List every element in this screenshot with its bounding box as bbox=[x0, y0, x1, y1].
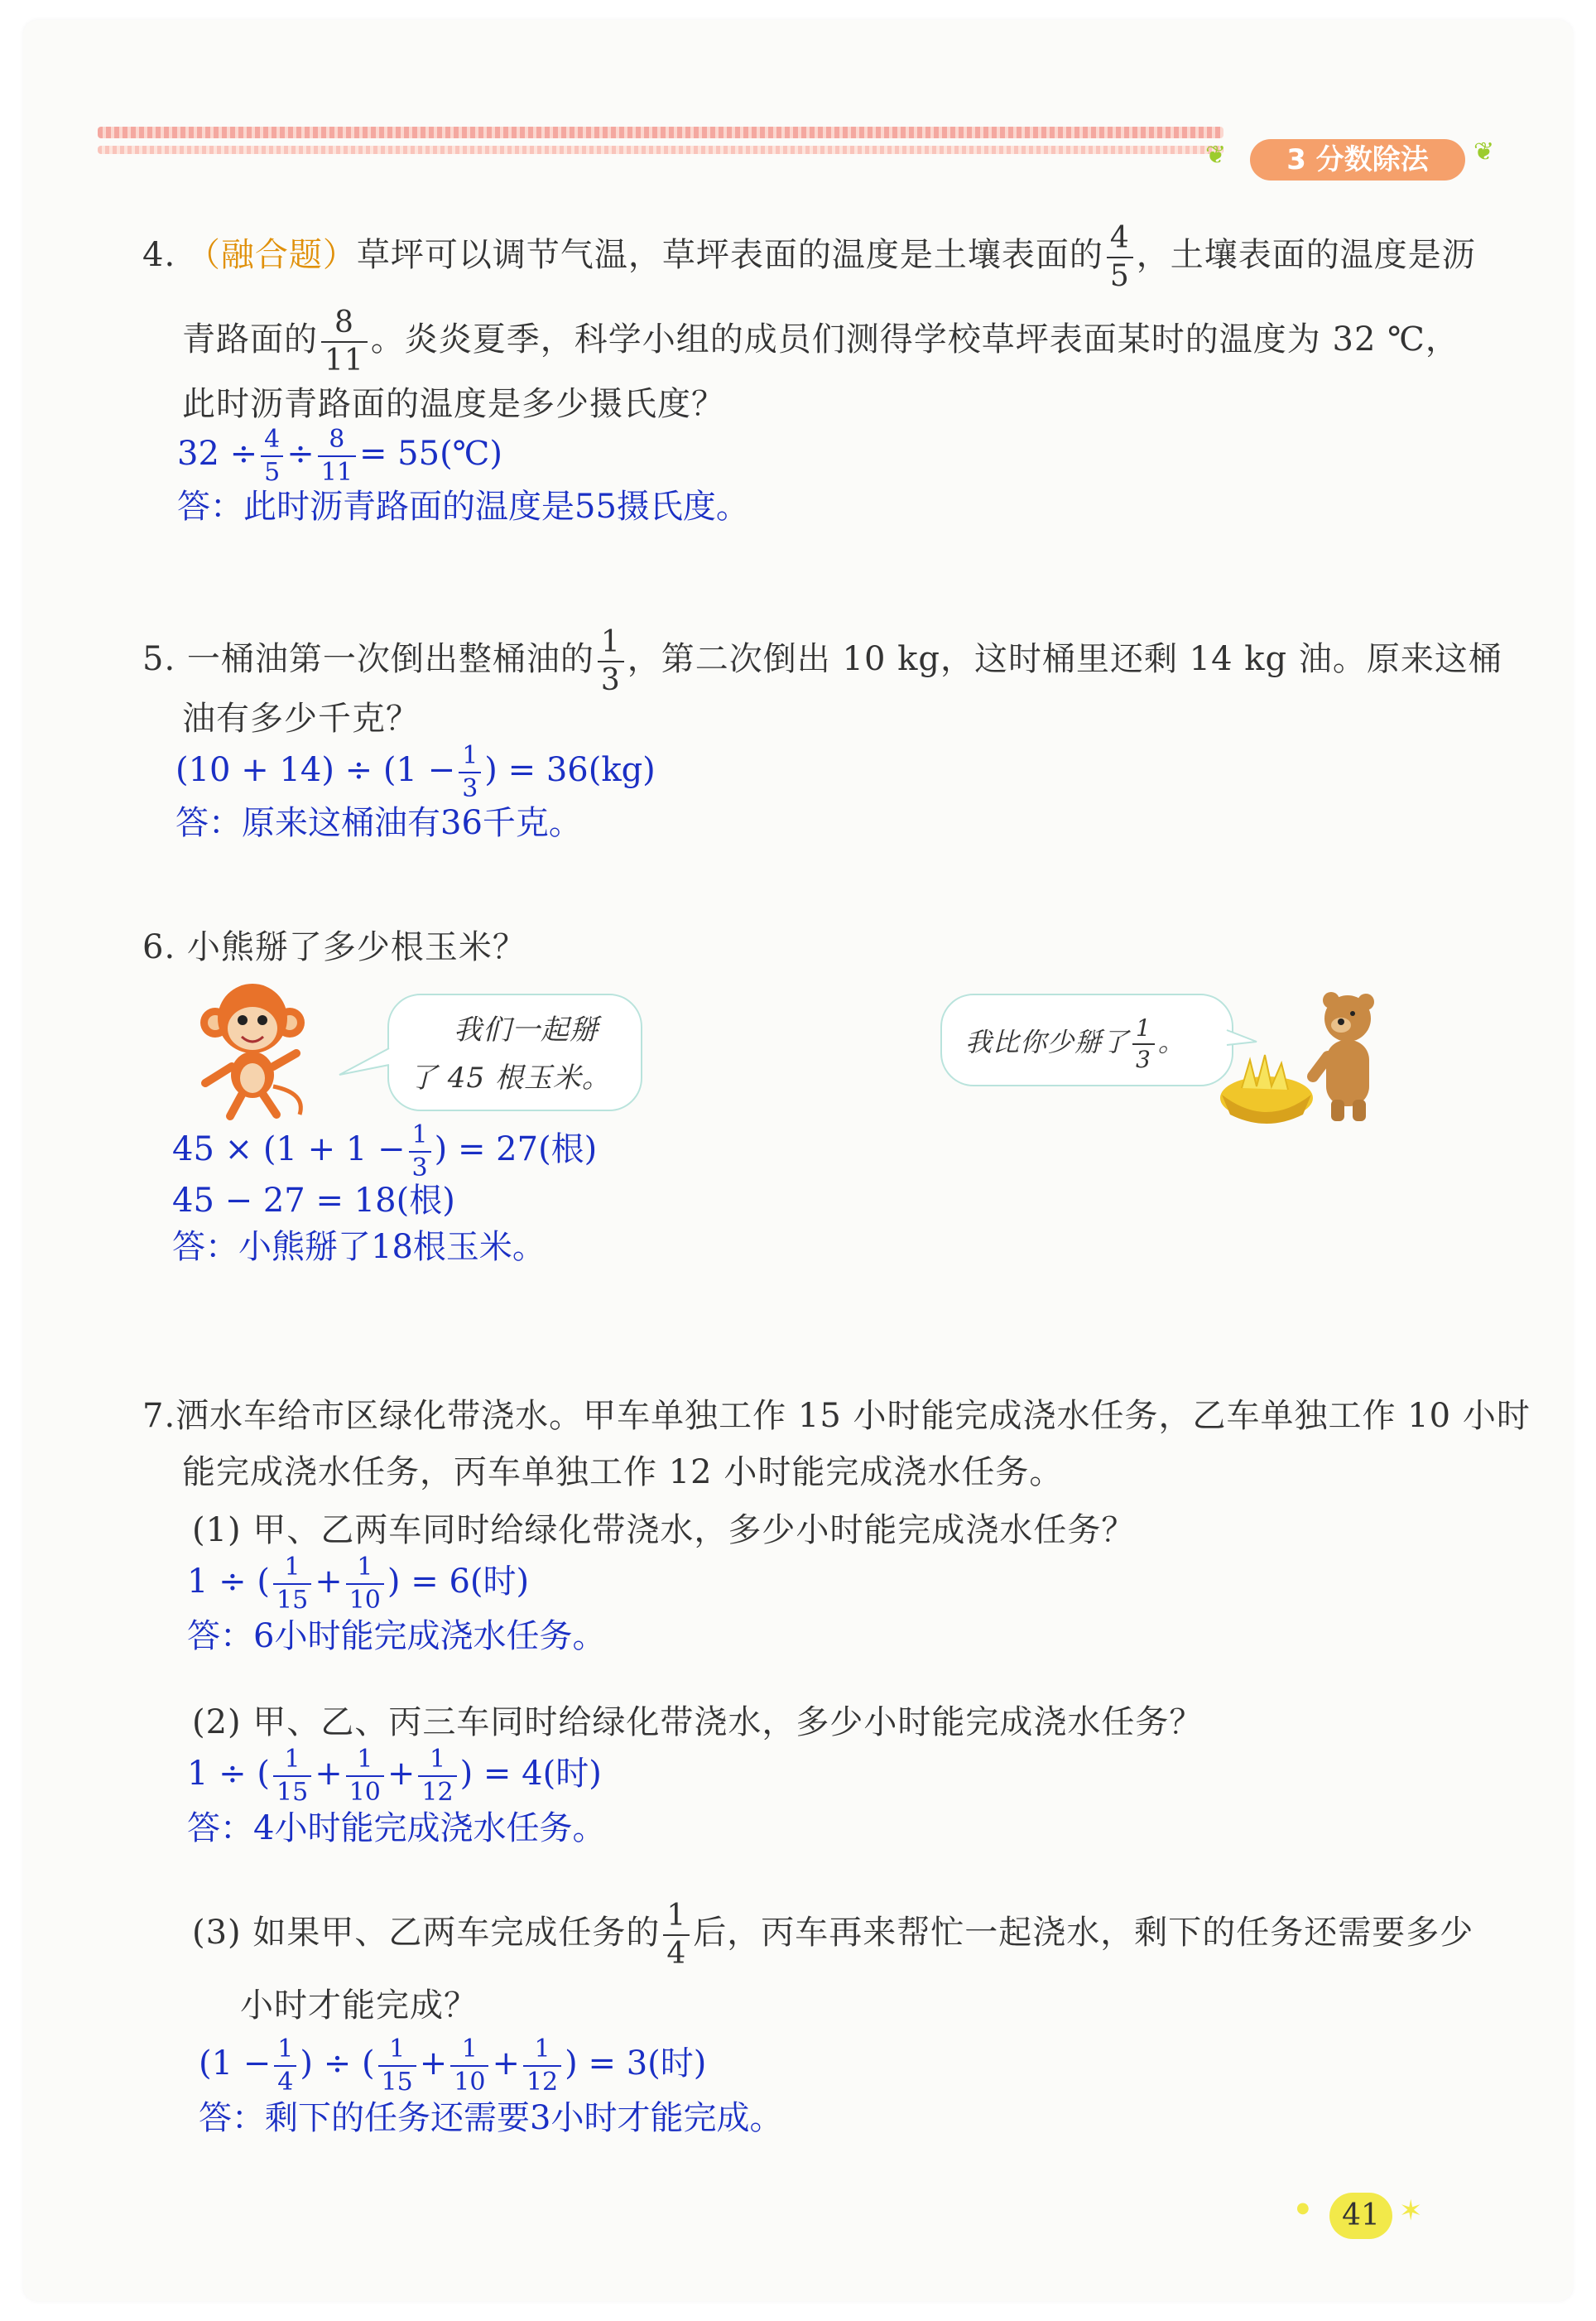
dot-icon: ● bbox=[1296, 2199, 1310, 2217]
q7-line1 bbox=[142, 1389, 1531, 1437]
header-decor-band bbox=[98, 127, 1223, 138]
q7-number: 7. bbox=[142, 1397, 176, 1435]
q4-text-1a: 草坪可以调节气温，草坪表面的温度是土壤表面的 bbox=[356, 236, 1103, 274]
q7-text-1: 洒水车给市区绿化带浇水。甲车单独工作 15 小时能完成浇水任务，乙车单独工作 10 小时 bbox=[175, 1397, 1531, 1435]
q7-sub2-question: (2) 甲、乙、丙三车同时给绿化带浇水，多少小时能完成浇水任务？ bbox=[192, 1703, 1204, 1741]
bear-bubble-text: 我比你少掰了 $\frac{1}{3}$ 。 bbox=[965, 1014, 1185, 1073]
chapter-title: 3 分数除法 bbox=[1250, 139, 1465, 181]
sprout-icon-right: ❦ bbox=[1473, 137, 1495, 166]
q5-fraction: $\frac{1}{3}$ bbox=[598, 628, 624, 696]
header-decor-band-2 bbox=[98, 146, 1223, 154]
q6-answer: 答：小熊掰了18根玉米。 bbox=[172, 1228, 546, 1266]
q4-number: 4. bbox=[142, 236, 176, 274]
q5-text-1b: ，第二次倒出 10 kg，这时桶里还剩 14 kg 油。原来这桶 bbox=[627, 640, 1502, 678]
q4-text-2b: 。炎炎夏季，科学小组的成员们测得学校草坪表面某时的温度为 32 ℃， bbox=[370, 320, 1459, 359]
q6-solution-2: 45 − 27 = 18(根) bbox=[172, 1182, 455, 1220]
q7-sub3-solution: (1 − $\frac{1}{4}$ ) ÷ ( $\frac{1}{15}$ + $\frac{1}{10}$ + $\frac{1}{12}$ ) = 3(时) bbox=[199, 2034, 707, 2097]
q7-sub1-solution: 1 ÷ ( $\frac{1}{15}$ + $\frac{1}{10}$ ) = 6(时) bbox=[187, 1553, 530, 1615]
q6-text: 小熊掰了多少根玉米？ bbox=[186, 928, 526, 966]
q6-number: 6. bbox=[142, 928, 176, 966]
q5-text-1a: 一桶油第一次倒出整桶油的 bbox=[186, 640, 594, 678]
q7-sub2-solution: 1 ÷ ( $\frac{1}{15}$ + $\frac{1}{10}$ + $\frac{1}{12}$ ) = 4(时) bbox=[187, 1745, 602, 1807]
sprout-icon: ❦ bbox=[1205, 141, 1227, 170]
bubble-tail bbox=[338, 1045, 392, 1078]
page-number: 41 bbox=[1329, 2193, 1392, 2239]
q5-line2: 油有多少千克？ bbox=[182, 700, 420, 738]
q4-answer: 答：此时沥青路面的温度是55摄氏度。 bbox=[177, 488, 749, 526]
monkey-bubble-line1: 我们一起掰 bbox=[454, 1014, 598, 1047]
q7-sub3-line1: (3) 如果甲、乙两车完成任务的 $\frac{1}{4}$ 后，丙车再来帮忙一起浇水，剩下的任务还需要多少 bbox=[192, 1899, 1474, 1971]
q4-fraction-1: $\frac{4}{5}$ bbox=[1107, 224, 1133, 291]
q5-number: 5. bbox=[142, 640, 176, 678]
q7-sub3-answer: 答：剩下的任务还需要3小时才能完成。 bbox=[199, 2099, 783, 2137]
q6-line1 bbox=[142, 921, 526, 968]
q4-line3: 此时沥青路面的温度是多少摄氏度？ bbox=[182, 385, 725, 423]
q5-solution: (10 + 14) ÷ (1 − $\frac{1}{3}$ ) = 36(kg) bbox=[175, 741, 656, 803]
q4-tag: （融合题） bbox=[186, 236, 357, 274]
q4-line2 bbox=[182, 308, 1459, 376]
q6-solution-1: 45 × (1 + 1 − $\frac{1}{3}$ ) = 27(根) bbox=[172, 1120, 598, 1182]
q7-sub1-question: (1) 甲、乙两车同时给绿化带浇水，多少小时能完成浇水任务？ bbox=[192, 1511, 1136, 1549]
monkey-illustration bbox=[190, 977, 315, 1122]
q4-fraction-2: $\frac{8}{11}$ bbox=[321, 308, 368, 376]
q4-solution: 32 ÷ $\frac{4}{5}$ ÷ $\frac{8}{11}$ = 55(℃) bbox=[177, 425, 503, 487]
q7-sub2-answer: 答：4小时能完成浇水任务。 bbox=[187, 1809, 606, 1847]
bear-with-corn-basket-illustration bbox=[1217, 990, 1382, 1131]
q5-answer: 答：原来这桶油有36千克。 bbox=[175, 804, 582, 842]
star-icon: ✶ bbox=[1399, 2194, 1423, 2227]
q4-line1 bbox=[142, 221, 1476, 293]
q7-sub1-answer: 答：6小时能完成浇水任务。 bbox=[187, 1617, 606, 1655]
q7-sub3-line2: 小时才能完成？ bbox=[240, 1986, 478, 2025]
q5-line1 bbox=[142, 625, 1502, 697]
monkey-bubble-line2: 了 45 根玉米。 bbox=[409, 1062, 611, 1095]
q4-text-2a: 青路面的 bbox=[182, 320, 318, 359]
q4-text-1b: ，土壤表面的温度是沥 bbox=[1136, 236, 1476, 274]
q7-line2: 能完成浇水任务，丙车单独工作 12 小时能完成浇水任务。 bbox=[182, 1453, 1064, 1491]
